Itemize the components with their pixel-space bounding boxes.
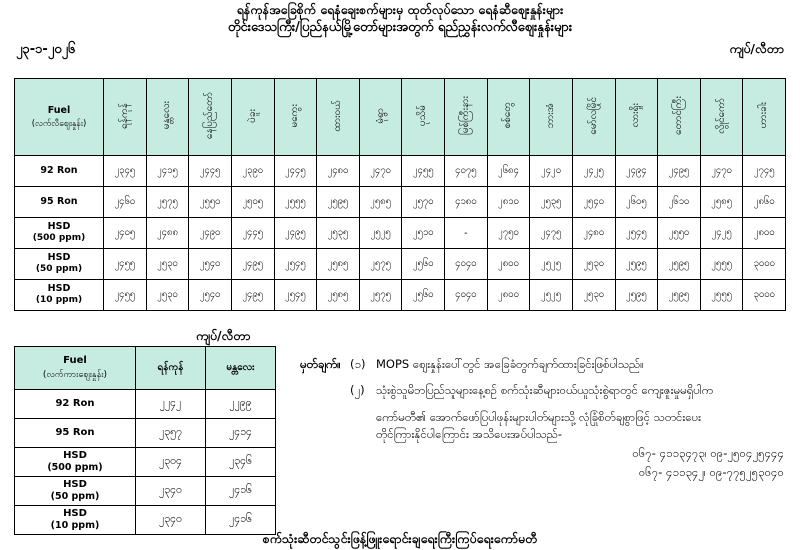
- column-header-fuel-sublabel: (လက်ကားဈေးနှုန်း): [42, 369, 108, 380]
- table-row: [15, 218, 786, 249]
- fuel-ppm: (500 ppm): [47, 462, 103, 474]
- city-label: မြစ်ကြီးနား: [459, 96, 471, 135]
- price-cell: ၂၅၅၅: [700, 280, 743, 311]
- fuel-ppm: (500 ppm): [32, 233, 86, 244]
- price-cell: ၂၄၉၅: [231, 249, 274, 280]
- price-cell: ၂၄၄၅: [231, 218, 274, 249]
- city-label: ရန်ကုန်: [118, 102, 130, 129]
- city-label: မကွေး: [289, 103, 301, 128]
- table-row: [15, 448, 276, 477]
- price-cell: ၂၄၈၀: [317, 156, 360, 187]
- city-label: ဟားခါး: [758, 102, 770, 129]
- column-header-city: [146, 79, 189, 156]
- column-header-city: [743, 79, 786, 156]
- price-cell: ၂၅၁၀: [402, 218, 445, 249]
- price-cell: ၂၅၇၅: [359, 280, 402, 311]
- column-header-fuel: [15, 79, 104, 156]
- price-cell: ၂၄၉၅: [231, 280, 274, 311]
- table-row: [15, 419, 276, 448]
- column-header-city: [487, 79, 530, 156]
- table-row: [15, 156, 786, 187]
- column-header-fuel-sublabel: (လက်လီဈေးနှုန်း): [31, 118, 87, 129]
- fuel-name: HSD: [63, 508, 87, 520]
- city-label: ပုသိမ်: [417, 104, 429, 127]
- price-cell: ၂၅၂၅: [530, 249, 573, 280]
- price-cell: ၂၂၄၂: [136, 390, 206, 419]
- price-cell: ၂၄၅၅: [402, 156, 445, 187]
- price-cell: ၂၄၇၀: [359, 156, 402, 187]
- column-header-city: [104, 79, 147, 156]
- price-cell: ၂၅၈၅: [317, 249, 360, 280]
- price-cell: ၂၄၉၀: [189, 218, 232, 249]
- note-number: (၂): [350, 383, 365, 398]
- column-header-city: [231, 79, 274, 156]
- fuel-ppm: (50 ppm): [50, 491, 100, 503]
- row-label-fuel: [15, 249, 104, 280]
- city-label: မော်လမြိုင်: [587, 96, 599, 135]
- price-cell: ၂၅၃၀: [146, 249, 189, 280]
- price-cell: ၂၃၄၀: [136, 506, 206, 535]
- price-cell: ၂၄၄၅: [274, 156, 317, 187]
- price-cell: ၂၅၉၅: [317, 187, 360, 218]
- table-row: [15, 280, 786, 311]
- row-label-fuel: [15, 390, 136, 419]
- column-header-fuel: [15, 347, 136, 390]
- price-cell: ၂၅၃၀: [146, 280, 189, 311]
- price-cell: ၂၃၄၀: [136, 477, 206, 506]
- wholesale-price-table: [14, 346, 276, 535]
- price-cell: ၂၅၉၅: [615, 280, 658, 311]
- price-cell: ၂၃၀၄: [136, 448, 206, 477]
- column-header-city: ရန်ကုန်: [136, 347, 206, 390]
- column-header-city: [359, 79, 402, 156]
- price-cell: ၂၈၁၀: [487, 187, 530, 218]
- city-label: လွိုင်ကော်: [715, 97, 727, 134]
- price-cell: ၂၅၅၅: [700, 249, 743, 280]
- price-cell: ၄၀၇၅: [445, 156, 488, 187]
- fuel-name: HSD: [47, 283, 71, 295]
- price-cell: ၂၄၄၅: [189, 156, 232, 187]
- price-cell: ၂၅၄၀: [572, 187, 615, 218]
- price-cell: ၂၅၄၅: [274, 280, 317, 311]
- price-cell: ၂၄၁၆: [206, 506, 276, 535]
- price-cell: ၂၅၄၅: [274, 249, 317, 280]
- note-text: MOPS ဈေးနှုန်းပေါ်တွင် အခြေခံတွက်ချက်ထားခြင်းဖြစ်ပါသည်။: [376, 357, 644, 371]
- price-cell: ၂၅၄၀: [189, 249, 232, 280]
- fuel-name: 95 Ron: [40, 196, 78, 208]
- price-cell: ၂၅၃၀: [572, 249, 615, 280]
- note-text: သုံးစွဲသူမိဘပြည်သူများနေ့စဉ် စက်သုံးဆီများဝယ်ယူသုံးစွဲရာတွင် ကျေးဇူးမှုမရှိပါက: [376, 383, 714, 398]
- price-cell: ၂၄၈၀: [572, 218, 615, 249]
- price-cell: ၂၈၀၀: [743, 218, 786, 249]
- city-label: ထားဝယ်: [331, 99, 343, 132]
- price-cell: ၂၅၃၀: [572, 280, 615, 311]
- table-row: [15, 249, 786, 280]
- fuel-name: HSD: [47, 221, 71, 233]
- fuel-name: 92 Ron: [55, 398, 95, 409]
- column-header-city: [572, 79, 615, 156]
- city-label: ပဲခူး: [246, 108, 258, 123]
- document-header-line-2: တိုင်းဒေသကြီး/ပြည်နယ်မြို့တော်များအတွက် ရည်ညွှန်းလက်လီဈေးနှုန်းများ: [227, 20, 573, 35]
- row-label-fuel: [15, 477, 136, 506]
- table-row: [15, 187, 786, 218]
- price-cell: ၂၅၉၅: [615, 249, 658, 280]
- city-label: မုံရွာ: [374, 107, 386, 124]
- price-cell: ၂၇၅၀: [487, 218, 530, 249]
- price-cell: ၂၄၅၅: [104, 280, 147, 311]
- city-label: တောင်ကြီး: [672, 96, 684, 135]
- contact-phone-2: ၀၆၇- ၄၁၁၃၄၂၊ ၀၉-၇၇၅၂၅၃၀၄၀: [638, 465, 784, 480]
- document-footer: စက်သုံးဆီတင်သွင်းဖြန့်ဖြူးရောင်းချရေးကြီးကြပ်ရေးကော်မတီ: [262, 531, 538, 546]
- column-header-city: [445, 79, 488, 156]
- price-cell: ၂၅၀၅: [231, 187, 274, 218]
- price-cell: ၂၅၃၅: [317, 218, 360, 249]
- price-cell: ၂၄၇၀: [700, 156, 743, 187]
- price-cell: ၂၄၇၅: [530, 218, 573, 249]
- price-cell: ၂၄၂၀: [530, 156, 573, 187]
- fuel-name: HSD: [63, 479, 87, 491]
- table-row: [15, 477, 276, 506]
- price-cell: ၃၀၀၀: [743, 280, 786, 311]
- price-cell: -: [445, 218, 488, 249]
- table-row: [15, 390, 276, 419]
- price-cell: ၂၅၇၅: [359, 249, 402, 280]
- price-cell: ၂၅၉၅: [658, 249, 701, 280]
- price-cell: ၂၄၉၄: [615, 156, 658, 187]
- price-cell: ၂၄၁၅: [146, 156, 189, 187]
- price-cell: ၂၈၀၀: [487, 249, 530, 280]
- price-cell: ၂၅၈၅: [359, 187, 402, 218]
- column-header-city: မန္တလေး: [206, 347, 276, 390]
- fuel-name: 95 Ron: [55, 427, 95, 438]
- price-cell: ၂၆၁၀: [658, 187, 701, 218]
- price-cell: ၂၄၅၅: [104, 249, 147, 280]
- column-header-city: [189, 79, 232, 156]
- price-cell: ၂၅၉၅: [658, 280, 701, 311]
- note-continuation-2: တိုင်ကြားနိုင်ပါကြောင်း အသိပေးအပ်ပါသည်-: [376, 426, 563, 441]
- price-cell: ၂၃၄၅: [104, 156, 147, 187]
- column-header-city: [274, 79, 317, 156]
- price-cell: ၂၇၄၅: [743, 156, 786, 187]
- price-cell: ၂၈၆၀: [743, 187, 786, 218]
- price-cell: ၄၀၄၀: [445, 280, 488, 311]
- column-header-city: [658, 79, 701, 156]
- price-cell: ၂၅၇၅: [146, 187, 189, 218]
- row-label-fuel: [15, 419, 136, 448]
- price-cell: ၂၄၉၅: [658, 156, 701, 187]
- column-header-city: [700, 79, 743, 156]
- fuel-name: 92 Ron: [40, 165, 78, 177]
- price-cell: ၂၆၀၅: [615, 187, 658, 218]
- price-cell: ၃၀၀၀: [743, 249, 786, 280]
- column-header-city: [402, 79, 445, 156]
- city-label: မန္တလေး: [161, 101, 173, 130]
- price-cell: ၂၅၄၅: [615, 218, 658, 249]
- retail-price-table: [14, 78, 786, 311]
- price-cell: ၂၃၅၇: [136, 419, 206, 448]
- price-cell: ၂၄၂၅: [572, 156, 615, 187]
- fuel-name: HSD: [47, 252, 71, 264]
- city-label: စစ်တွေ: [502, 102, 514, 129]
- table-header-row: [15, 347, 276, 390]
- row-label-fuel: [15, 218, 104, 249]
- note-item: [300, 356, 792, 373]
- price-cell: ၂၄၈၈: [146, 218, 189, 249]
- price-cell: ၂၃၄၆: [206, 448, 276, 477]
- column-header-fuel-label: Fuel: [63, 355, 87, 367]
- row-label-fuel: [15, 187, 104, 218]
- price-cell: ၂၃၉၀: [231, 156, 274, 187]
- fuel-name: HSD: [63, 450, 87, 462]
- contact-phone-1: ၀၆၇- ၄၁၁၃၄၇၃၊ ၀၉-၂၅၀၄၂၅၄၄၄: [632, 446, 784, 460]
- unit-label-wholesale: ကျပ်/လီတာ: [196, 328, 251, 343]
- city-label: နေပြည်တော်: [204, 92, 216, 139]
- price-cell: ၂၆၈၄: [487, 156, 530, 187]
- row-label-fuel: [15, 280, 104, 311]
- price-cell: ၄၁၈၀: [445, 187, 488, 218]
- price-cell: ၂၅၅၀: [658, 218, 701, 249]
- notes-lead-label: မှတ်ချက်။: [300, 357, 341, 371]
- price-cell: ၂၅၅၅: [274, 187, 317, 218]
- price-cell: ၄၀၄၀: [445, 249, 488, 280]
- fuel-ppm: (10 ppm): [35, 295, 83, 306]
- price-cell: ၂၄၁၆: [206, 477, 276, 506]
- price-cell: ၂၅၈၅: [700, 187, 743, 218]
- price-cell: ၂၅၇၀: [402, 187, 445, 218]
- city-label: ဘားအံ: [545, 102, 557, 129]
- notes-section: [300, 356, 792, 482]
- price-cell: ၂၅၄၀: [189, 280, 232, 311]
- price-cell: ၂၄၂၅: [700, 218, 743, 249]
- column-header-city: [530, 79, 573, 156]
- fuel-ppm: (50 ppm): [35, 264, 83, 275]
- column-header-city: [615, 79, 658, 156]
- price-cell: ၂၅၆၀: [402, 280, 445, 311]
- price-cell: ၂၄၆၀: [104, 187, 147, 218]
- column-header-city: [317, 79, 360, 156]
- fuel-ppm: (10 ppm): [50, 520, 100, 532]
- price-cell: ၂၅၃၅: [530, 187, 573, 218]
- price-cell: ၂၅၂၅: [359, 218, 402, 249]
- table-header-row: [15, 79, 786, 156]
- report-date: ၂၃-၁-၂၀၂၆: [16, 42, 76, 57]
- price-cell: ၂၂၉၉: [206, 390, 276, 419]
- price-cell: ၂၅၈၅: [317, 280, 360, 311]
- column-header-fuel-label: Fuel: [47, 104, 71, 116]
- price-cell: ၂၅၅၀: [189, 187, 232, 218]
- note-number: (၁): [350, 357, 366, 371]
- document-header-line-1: ရန်ကုန်အခြေစိုက် ရေနံချေးစက်များမှ ထုတ်လုပ်သော ရေနံဆီဈေးနှုန်းများ: [236, 2, 564, 17]
- note-continuation-1: ကော်မတီ၏ အောက်ဖော်ပြပါဖုန်းများပါတ်များသို့ လုံခြုံစိတ်ချစွာဖြင့် သတင်းပေး: [376, 409, 702, 424]
- price-cell: ၂၈၀၀: [487, 280, 530, 311]
- price-cell: ၂၄၉၅: [274, 218, 317, 249]
- price-cell: ၂၄၀၅: [104, 218, 147, 249]
- city-label: လားရှိုး: [630, 103, 642, 128]
- note-item: [300, 382, 792, 399]
- notes-lead-spacer: [300, 382, 350, 399]
- unit-label-top: ကျပ်/လီတာ: [729, 41, 784, 56]
- price-cell: ၂၅၆၀: [402, 249, 445, 280]
- row-label-fuel: [15, 156, 104, 187]
- price-cell: ၂၅၂၅: [530, 280, 573, 311]
- price-cell: ၂၄၁၄: [206, 419, 276, 448]
- row-label-fuel: [15, 448, 136, 477]
